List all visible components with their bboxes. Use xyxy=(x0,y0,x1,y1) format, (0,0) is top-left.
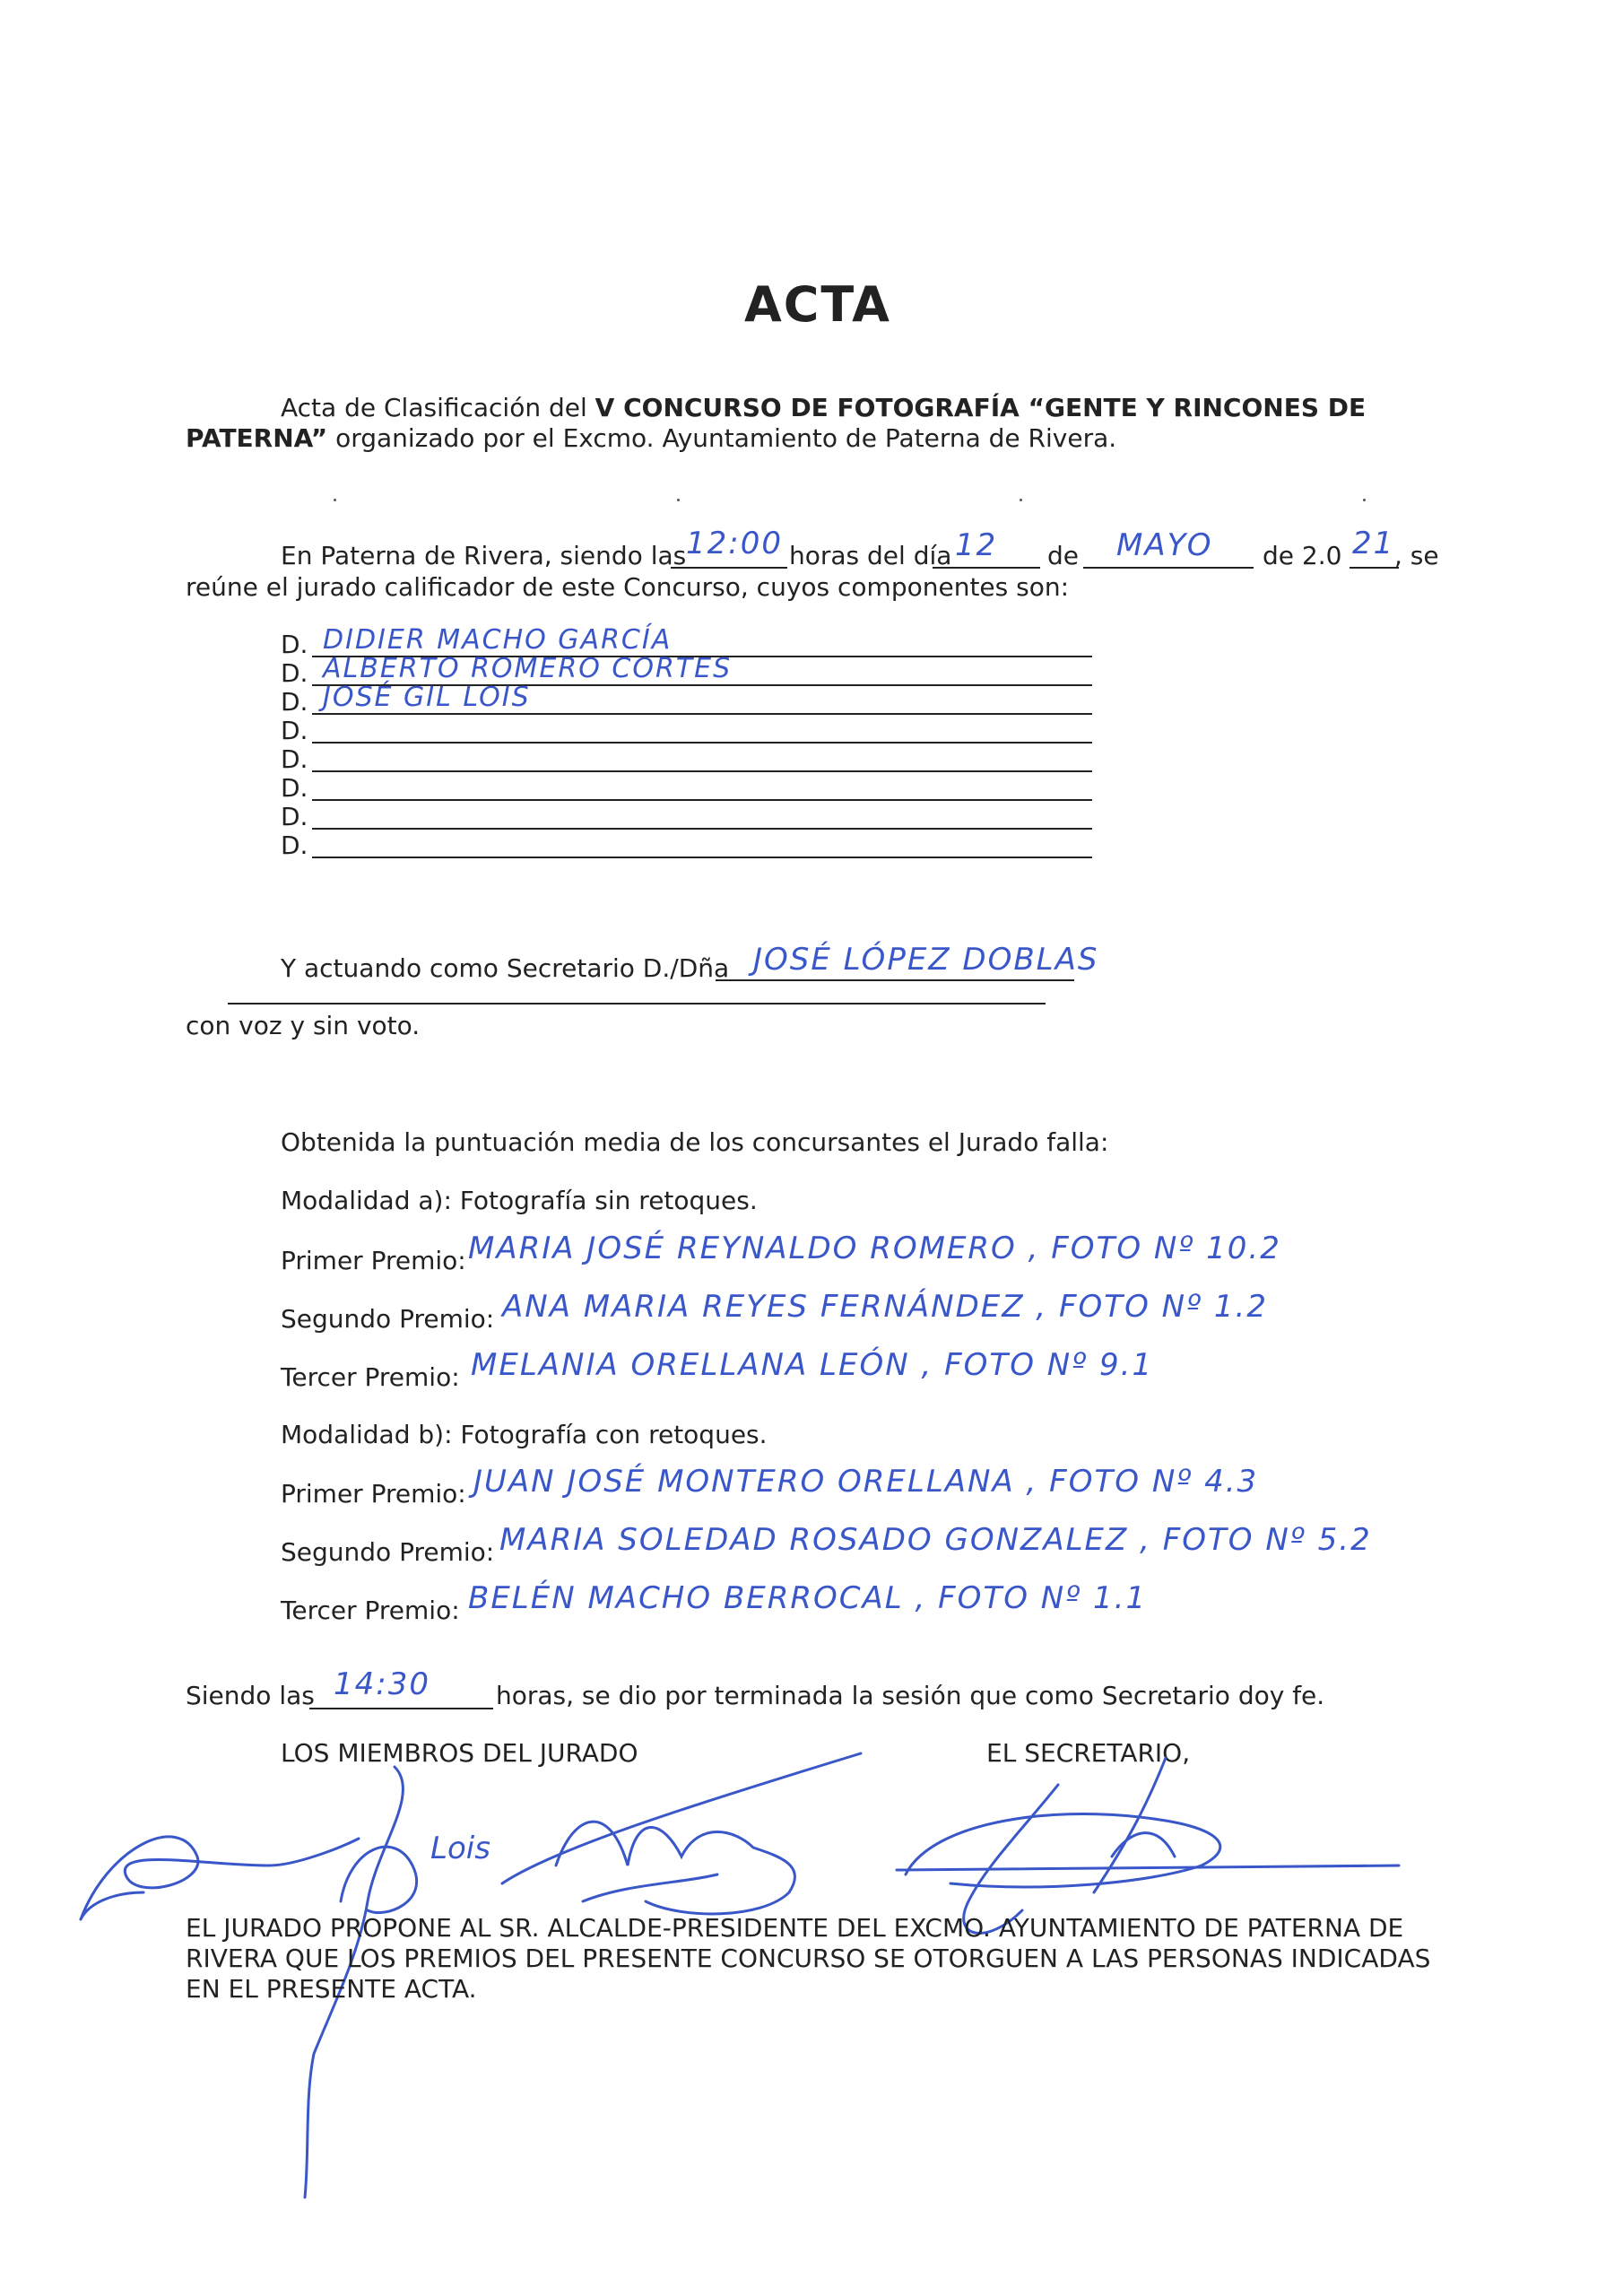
a-third-winner: MELANIA ORELLANA LEÓN , FOTO Nº 9.1 xyxy=(471,1347,1154,1383)
modality-b: Modalidad b): Fotografía con retoques. xyxy=(281,1420,768,1449)
proposal-line-3: EN EL PRESENTE ACTA. xyxy=(186,1974,477,2004)
intro-contest-name-end: PATERNA” xyxy=(186,423,328,453)
b-third-label: Tercer Premio: xyxy=(281,1596,460,1625)
member-prefix: D. xyxy=(281,744,308,774)
a-first-winner: MARIA JOSÉ REYNALDO ROMERO , FOTO Nº 10.2 xyxy=(468,1231,1281,1266)
member-prefix: D. xyxy=(281,716,308,745)
meeting-year: 21 xyxy=(1352,526,1395,561)
meeting-text-4: de 2.0 xyxy=(1263,541,1342,570)
meeting-hour: 12:00 xyxy=(686,526,783,561)
a-second-winner: ANA MARIA REYES FERNÁNDEZ , FOTO Nº 1.2 xyxy=(502,1289,1268,1325)
member-prefix: D. xyxy=(281,658,308,688)
intro-contest-name: V CONCURSO DE FOTOGRAFÍA “GENTE Y RINCONES DE xyxy=(595,393,1367,422)
proposal-line-1: EL JURADO PROPONE AL SR. ALCALDE-PRESIDENTE DEL EXCMO. AYUNTAMIENTO DE PATERNA DE xyxy=(186,1913,1404,1943)
member-prefix: D. xyxy=(281,831,308,860)
signature-lois: Lois xyxy=(430,1831,490,1866)
results-intro: Obtenida la puntuación media de los concursantes el Jurado falla: xyxy=(281,1127,1109,1157)
meeting-text-line-2: reúne el jurado calificador de este Concurso, cuyos componentes son: xyxy=(186,572,1070,602)
meeting-text-3: de xyxy=(1047,541,1079,570)
secretary-label: Y actuando como Secretario D./Dña xyxy=(281,953,730,983)
secretary-signature-label: EL SECRETARIO, xyxy=(986,1738,1191,1768)
document-title: ACTA xyxy=(744,276,891,333)
intro-text: Acta de Clasificación del xyxy=(281,393,595,422)
a-second-label: Segundo Premio: xyxy=(281,1304,495,1334)
proposal-line-2: RIVERA QUE LOS PREMIOS DEL PRESENTE CONCURSO SE OTORGUEN A LAS PERSONAS INDICADAS xyxy=(186,1944,1431,1973)
b-third-winner: BELÉN MACHO BERROCAL , FOTO Nº 1.1 xyxy=(468,1580,1148,1616)
meeting-text-5: , se xyxy=(1394,541,1439,570)
meeting-day: 12 xyxy=(955,527,998,563)
b-second-winner: MARIA SOLEDAD ROSADO GONZALEZ , FOTO Nº 5.2 xyxy=(499,1522,1372,1558)
member-prefix: D. xyxy=(281,802,308,831)
member-name: JOSÉ GIL LOIS xyxy=(323,682,531,713)
meeting-text-2: horas del día xyxy=(789,541,952,570)
meeting-month: MAYO xyxy=(1116,527,1213,563)
member-prefix: D. xyxy=(281,773,308,803)
closing-time: 14:30 xyxy=(334,1666,430,1702)
closing-text-1: Siendo las xyxy=(186,1681,315,1710)
b-second-label: Segundo Premio: xyxy=(281,1537,495,1567)
meeting-text-1: En Paterna de Rivera, siendo las xyxy=(281,541,687,570)
member-name: DIDIER MACHO GARCÍA xyxy=(323,624,673,656)
modality-a: Modalidad a): Fotografía sin retoques. xyxy=(281,1186,758,1215)
b-first-winner: JUAN JOSÉ MONTERO ORELLANA , FOTO Nº 4.3 xyxy=(473,1464,1259,1500)
secretary-name: JOSÉ LÓPEZ DOBLAS xyxy=(753,942,1099,978)
b-first-label: Primer Premio: xyxy=(281,1479,466,1509)
member-prefix: D. xyxy=(281,630,308,659)
jury-signature-label: LOS MIEMBROS DEL JURADO xyxy=(281,1738,638,1768)
closing-text-2: horas, se dio por terminada la sesión que como Secretario doy fe. xyxy=(496,1681,1325,1710)
intro-organizer: organizado por el Excmo. Ayuntamiento de Paterna de Rivera. xyxy=(327,423,1117,453)
member-prefix: D. xyxy=(281,687,308,717)
secretary-suffix: con voz y sin voto. xyxy=(186,1011,421,1040)
member-name: ALBERTO ROMERO CORTES xyxy=(323,653,733,684)
a-third-label: Tercer Premio: xyxy=(281,1362,460,1392)
a-first-label: Primer Premio: xyxy=(281,1246,466,1275)
